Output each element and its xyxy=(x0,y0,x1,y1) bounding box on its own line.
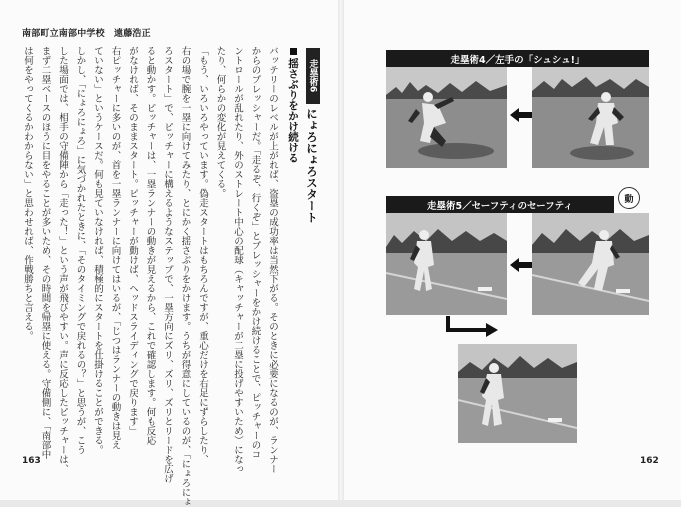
heading-title: にょろにょろスタート xyxy=(305,108,319,223)
page-number-left: 163 xyxy=(22,456,41,466)
text-column: まず二塁ベースのほうに目をやることが多いため、その時間を帰塁に使える。守備側に、「南部中 xyxy=(39,46,51,460)
arrow-left-icon xyxy=(510,108,532,122)
text-column: した場面では、相手の守備陣から「走った！」という声が飛びやすい。声に反応したピッチャーは、 xyxy=(57,46,68,474)
arrow-left-icon xyxy=(510,258,532,272)
text-column: ントロールが乱れたり、外のストレート中心の配球（キャッチャーが二塁に投げやすいため）になっ xyxy=(232,46,243,474)
text-column: ていない」というケースだ。何も見ていなければ、積極的にスタートを仕掛けることができる。 xyxy=(92,46,103,455)
photo-1a xyxy=(386,67,507,168)
school-header: 南部町立南部中学校 遠藤浩正 xyxy=(22,29,151,39)
text-column: ろスタート」で、ピッチャーに構えるようなステップで、一塁方向にズリ、ズリ、ズリとリードを広げ xyxy=(162,46,173,483)
text-column: しかし、「にょろにょろ」に気づかれたときに、「そのタイミングで戻れるの？」と思うが、こう xyxy=(74,46,86,455)
text-column: 右ピッチャーに多いのが、首を一塁ランナーに向けてはいるが、「じつはランナーの動きは見え xyxy=(109,46,121,450)
text-column: からのプレッシャーだ。「走るぞ、行くぞ」とプレッシャーをかけ続けることで、ピッチャーのコ xyxy=(249,46,261,460)
banner-technique-5: 走塁術5／セーフティのセーフティ xyxy=(386,196,614,213)
photo-2b xyxy=(532,213,649,315)
subheading-text: 揺さぶりをかけ続ける xyxy=(287,58,299,163)
photo-1b xyxy=(532,67,649,168)
text-column: たり、何らかの変化が見えてくる。 xyxy=(214,46,226,198)
page-number-right: 162 xyxy=(640,456,659,466)
heading-tag: 走塁術6 xyxy=(306,48,320,104)
subheading xyxy=(286,48,301,163)
text-column: がなければ、そのままスタート。ピッチャーが動けば、ヘッドスライディングで戻ります」 xyxy=(127,46,138,436)
text-column: 右の場で腕を一塁に向けてみたり、とにかく揺さぶりをかけます。うちが得意にしているのが、「にょろにょ xyxy=(179,46,191,507)
square-bullet-icon xyxy=(290,48,297,55)
photo-2c xyxy=(458,344,577,443)
text-column: 「もう、いろいろやっています。偽走スタートはもちろんですが、重心だけを右足にずらしたり、 xyxy=(197,46,208,464)
photo-2a xyxy=(386,213,507,315)
text-column: は何をやってくるかわからない」と思わせれば、作戦勝ちと言える。 xyxy=(22,46,33,341)
banner-technique-4: 走塁術4／左手の「シュシュ!」 xyxy=(386,50,649,67)
text-column: ると動かす。ピッチャーは、一塁ランナーの動きが見えるから、これで確認します。何も反応 xyxy=(144,46,156,445)
page-gutter xyxy=(338,0,344,500)
arrow-down-turn-icon xyxy=(442,316,502,346)
text-column: バッテリーのレベルが上がれば、盗塁の成功率は当然下がる。そのときに必要になるのが、ランナー xyxy=(267,46,278,474)
section-heading xyxy=(286,48,322,248)
move-badge: 動 xyxy=(618,187,640,209)
